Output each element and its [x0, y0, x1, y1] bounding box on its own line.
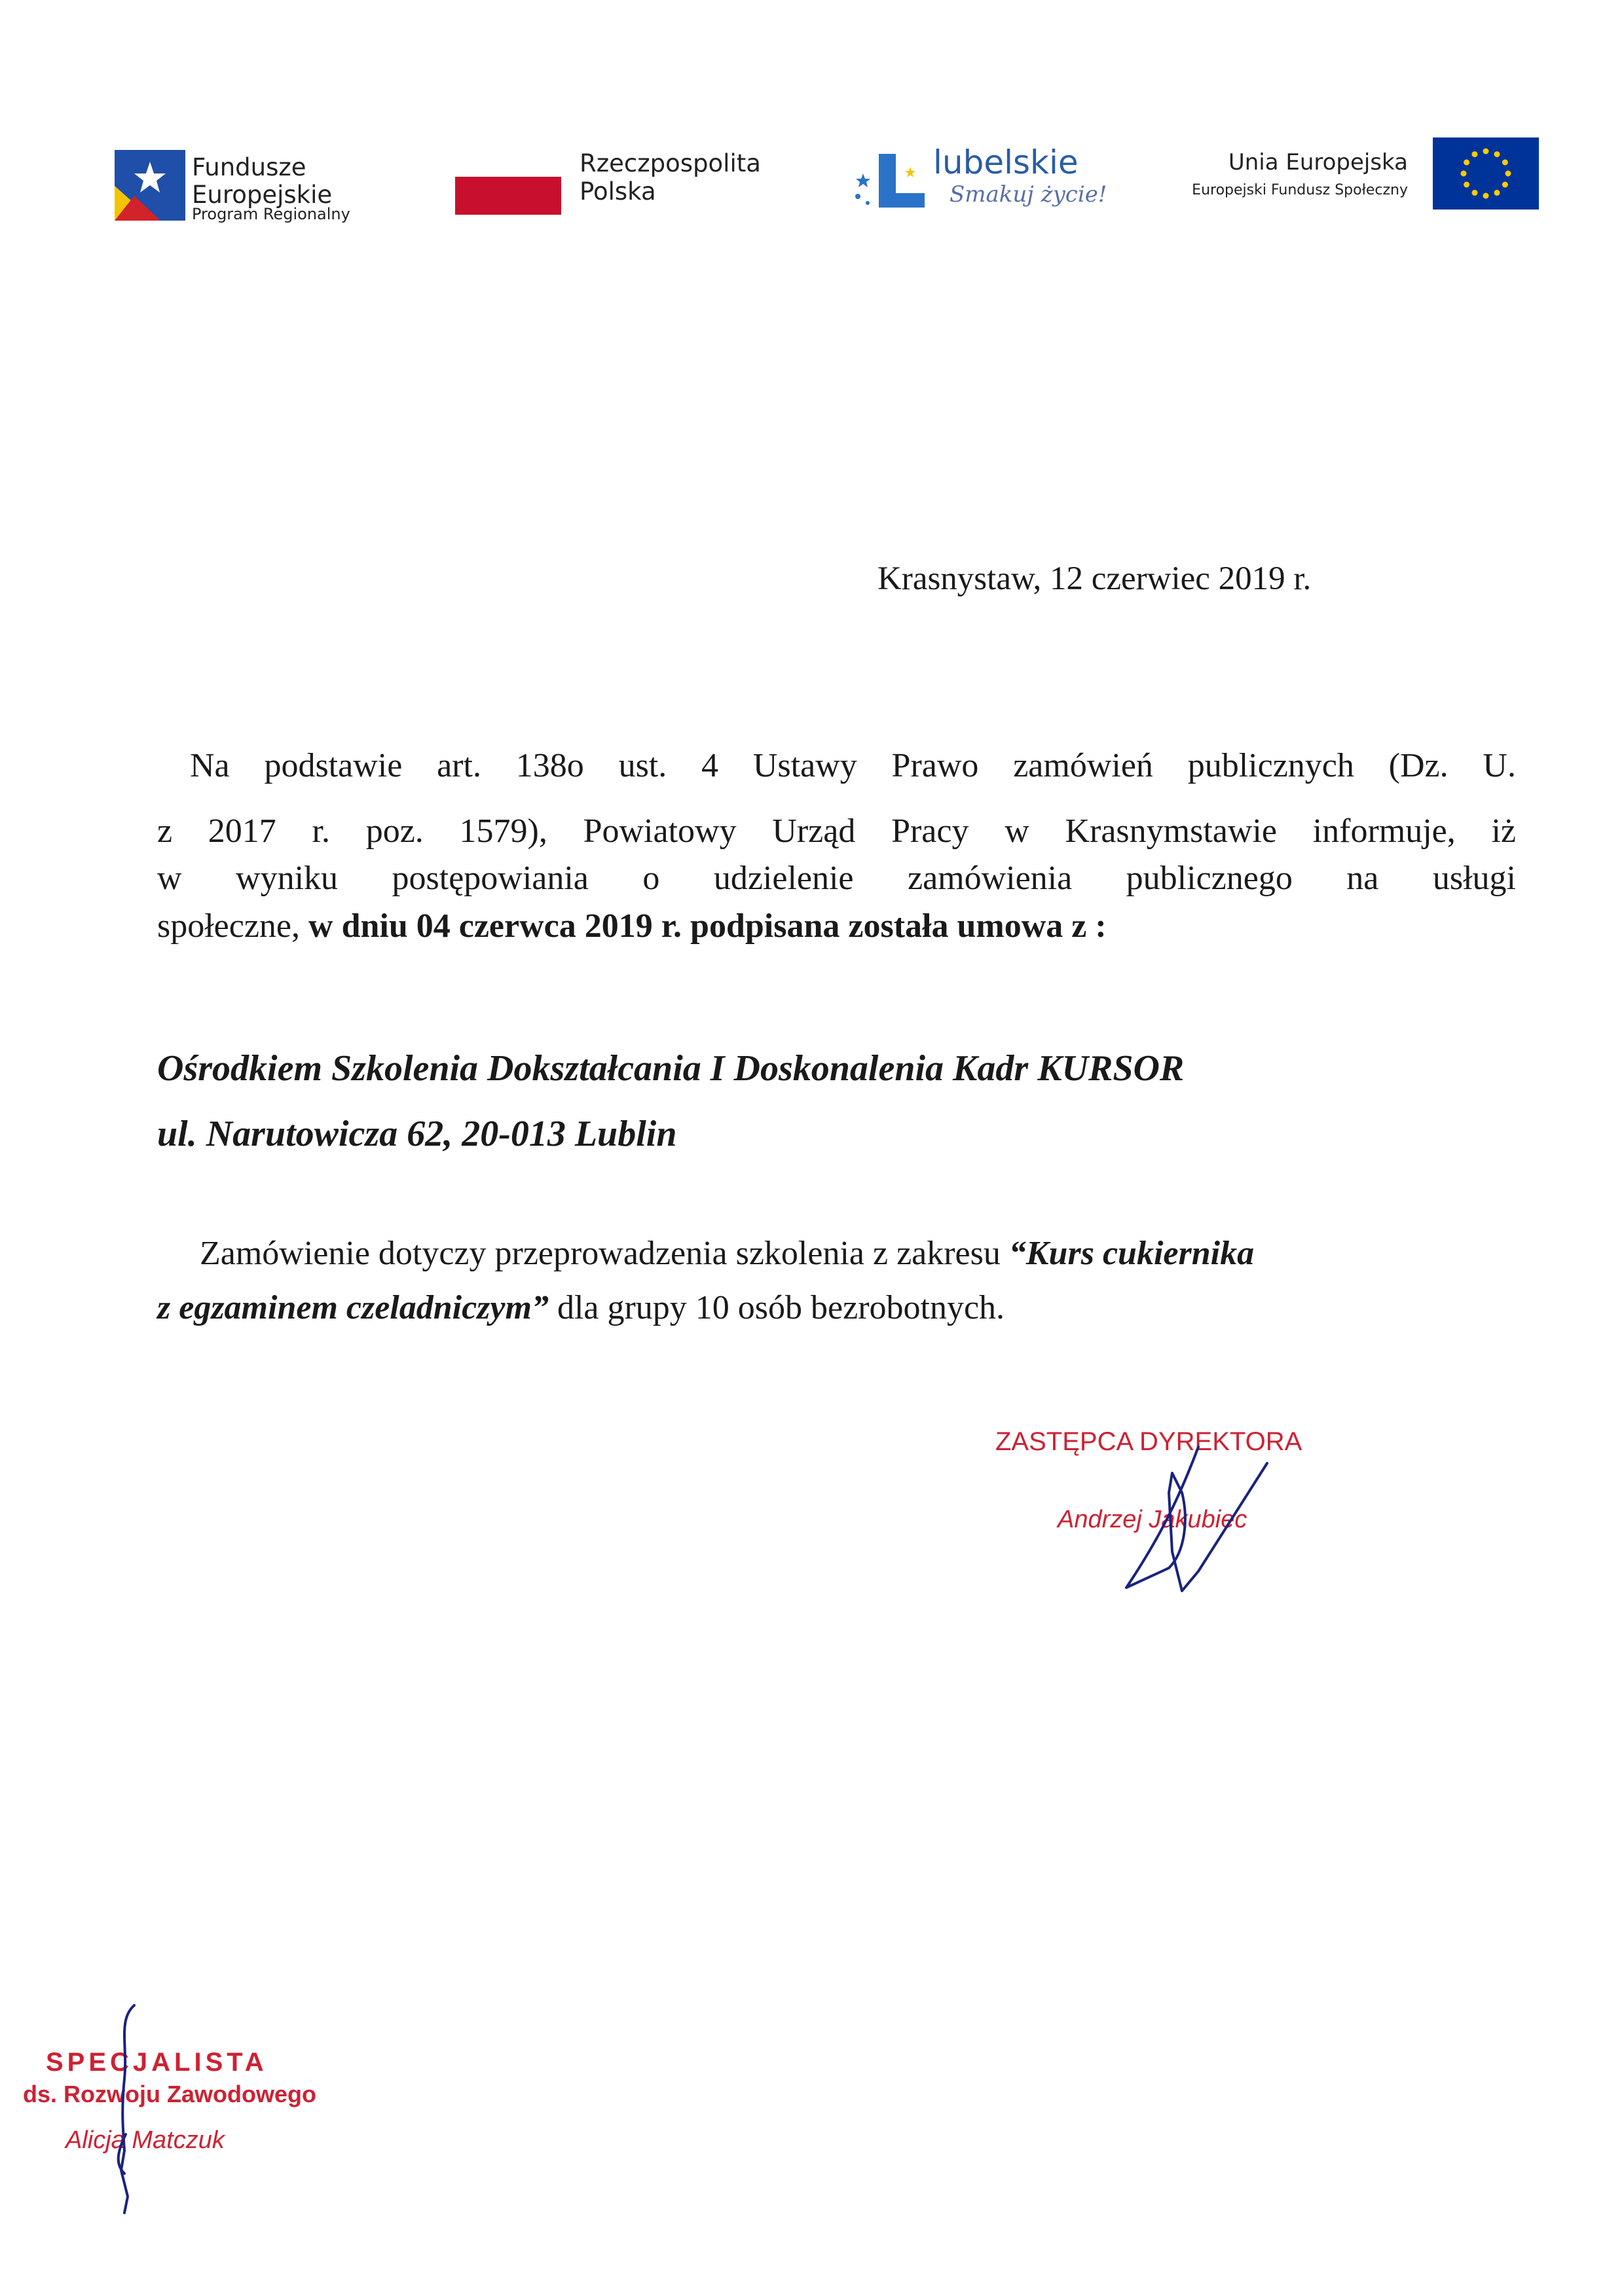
poland-flag-icon — [455, 177, 561, 215]
paragraph2-line1-start: Zamówienie dotyczy przeprowadzenia szkolenia z zakresu — [200, 1235, 1009, 1272]
paragraph2-line2 — [157, 1288, 1005, 1328]
eu-star — [1502, 160, 1508, 166]
fundusze-line2: Europejskie — [192, 181, 333, 209]
lubelskie-mark-icon — [851, 147, 930, 223]
eu-star — [1505, 171, 1511, 177]
paragraph2-line2-end: dla grupy 10 osób bezrobotnych. — [548, 1289, 1005, 1326]
paragraph1-line2: z 2017 r. poz. 1579), Powiatowy Urząd Pracy w Krasnymstawie informuje, iż — [157, 812, 1516, 850]
eu-star — [1483, 193, 1489, 199]
paragraph1-line4 — [157, 907, 1107, 946]
eu-star — [1483, 149, 1489, 155]
eu-star — [1494, 190, 1500, 196]
paragraph2-line2-bold: z egzaminem czeladniczym” — [157, 1289, 549, 1326]
director-signature-icon — [1100, 1421, 1270, 1597]
eu-star — [1472, 190, 1478, 196]
eu-star — [1472, 151, 1478, 157]
stamp1-name: Andrzej Jakubiec — [1058, 1506, 1247, 1533]
stamp2-dept: ds. Rozwoju Zawodowego — [23, 2081, 316, 2107]
stamp2-title: SPECJALISTA — [46, 2048, 268, 2077]
fundusze-line1: Fundusze — [192, 153, 306, 181]
eu-flag-icon — [1433, 137, 1539, 210]
lubelskie-line2: Smakuj życie! — [950, 181, 1107, 208]
eu-star — [1464, 160, 1469, 166]
unia-europejska-logo — [1185, 137, 1539, 216]
eu-star — [1494, 151, 1500, 157]
fundusze-europejskie-logo — [115, 141, 422, 252]
fundusze-line3: Program Regionalny — [192, 205, 350, 223]
eu-star — [1461, 171, 1467, 177]
contractor-name: Ośrodkiem Szkolenia Dokształcania I Doskonalenia Kadr KURSOR — [157, 1048, 1185, 1089]
fundusze-europejskie-mark-icon — [115, 150, 185, 221]
eu-star — [1464, 182, 1469, 188]
rzeczpospolita-line2: Polska — [580, 177, 656, 206]
paragraph1-line3: w wyniku postępowiania o udzielenie zamówienia publicznego na usługi — [157, 860, 1516, 897]
paragraph1-line1: Na podstawie art. 138o ust. 4 Ustawy Prawo zamówień publicznych (Dz. U. — [190, 747, 1516, 784]
specialist-signature-icon — [98, 2000, 164, 2216]
rzeczpospolita-polska-logo — [455, 149, 769, 228]
stamp2-name: Alicja Matczuk — [65, 2126, 225, 2154]
eu-star — [1502, 182, 1508, 188]
lubelskie-line1: lubelskie — [933, 143, 1079, 181]
contractor-address: ul. Narutowicza 62, 20-013 Lublin — [157, 1114, 677, 1154]
stamp1-title: ZASTĘPCA DYREKTORA — [995, 1427, 1302, 1456]
paragraph1-line4-start: społeczne, — [157, 907, 309, 945]
paragraph2-line1 — [200, 1234, 1254, 1273]
paragraph1-line4-bold: w dniu 04 czerwca 2019 r. podpisana została umowa z : — [308, 907, 1107, 945]
unia-line1: Unia Europejska — [1228, 149, 1408, 175]
rzeczpospolita-line1: Rzeczpospolita — [580, 149, 761, 177]
lubelskie-logo — [851, 141, 1126, 226]
date-line: Krasnystaw, 12 czerwiec 2019 r. — [877, 560, 1312, 597]
paragraph2-line1-bold: “Kurs cukiernika — [1008, 1235, 1255, 1272]
unia-line2: Europejski Fundusz Społeczny — [1192, 182, 1408, 198]
